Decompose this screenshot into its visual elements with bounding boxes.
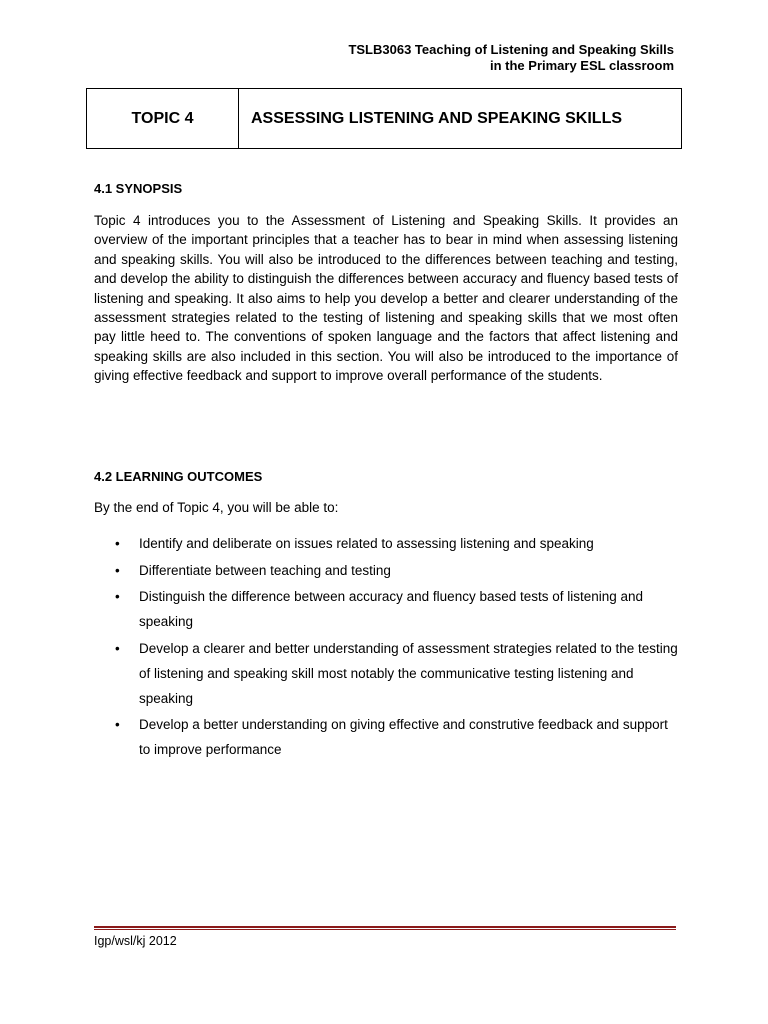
list-item-text: Develop a clearer and better understanding of assessment strategies related to the testing of listening and speaking skill most notably the communicative testing listening and speaking — [139, 640, 678, 706]
synopsis-paragraph: Topic 4 introduces you to the Assessment of Listening and Speaking Skills. It provides an overview of the important principles that a teacher has to bear in mind when assessing listening and speaking skills. You will also be introduced to the differences between teaching and testing, and develop the ability to distinguish the differences between accuracy and fluency based tests of listening and speaking. It also aims to help you develop a better and clearer understanding of the assessment strategies related to the testing of listening and speaking skills that we most often pay little heed to. The conventions of spoken language and the factors that affect listening and speaking skills are also included in this section. You will also be introduced to the importance of giving effective feedback and support to improve overall performance of the students. — [94, 213, 678, 384]
header-course-subtitle: in the Primary ESL classroom — [490, 58, 674, 73]
topic-title-box — [86, 88, 682, 149]
list-item — [110, 636, 682, 711]
list-item — [110, 584, 682, 634]
learning-outcomes-heading: 4.2 LEARNING OUTCOMES — [94, 469, 263, 484]
outcomes-intro: By the end of Topic 4, you will be able to: — [94, 500, 339, 515]
list-item-text: Develop a better understanding on giving effective and construtive feedback and support to improve performance — [139, 717, 668, 757]
list-item — [110, 531, 682, 556]
bullet-icon: • — [115, 717, 120, 732]
topic-number: TOPIC 4 — [87, 89, 239, 148]
list-item-text: Identify and deliberate on issues related to assessing listening and speaking — [139, 536, 594, 551]
list-item-text: Differentiate between teaching and testing — [139, 562, 391, 578]
list-item-text: Distinguish the difference between accuracy and fluency based tests of listening and speaking — [139, 589, 644, 629]
list-item — [110, 558, 682, 583]
footer-text: Igp/wsl/kj 2012 — [94, 934, 177, 948]
synopsis-heading: 4.1 SYNOPSIS — [94, 181, 183, 196]
footer-divider — [94, 926, 676, 930]
bullet-icon: • — [115, 562, 120, 578]
outcomes-list — [110, 531, 682, 764]
running-header — [348, 42, 674, 74]
bullet-icon: • — [115, 589, 120, 604]
list-item — [110, 712, 682, 762]
topic-title: ASSESSING LISTENING AND SPEAKING SKILLS — [251, 109, 623, 127]
bullet-icon: • — [115, 640, 120, 656]
bullet-icon: • — [115, 536, 120, 551]
header-course-title: TSLB3063 Teaching of Listening and Speaking Skills — [348, 42, 674, 57]
